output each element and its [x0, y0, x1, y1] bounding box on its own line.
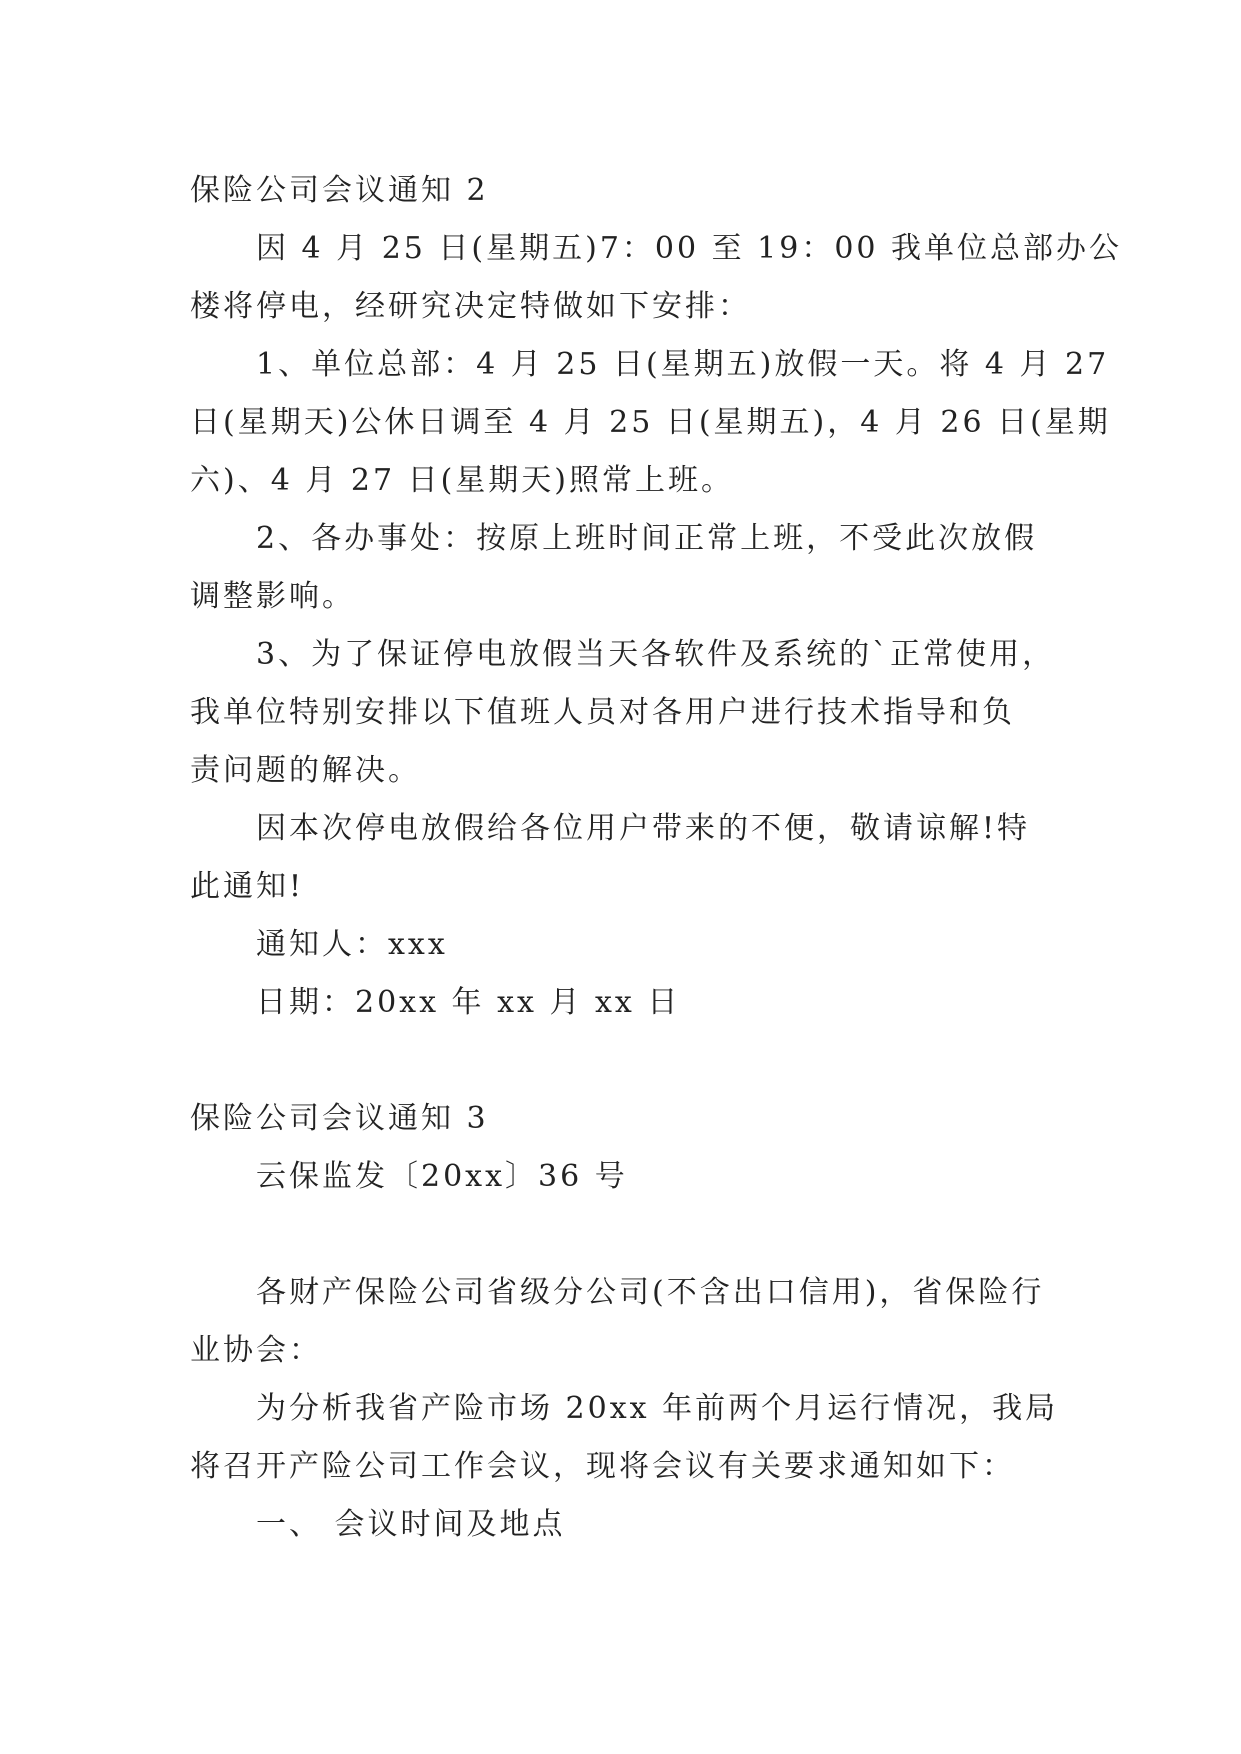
notifier-line: 通知人：xxx: [256, 927, 448, 962]
paragraph-line: 为分析我省产险市场 20xx 年前两个月运行情况，我局: [256, 1391, 1059, 1426]
paragraph-line: 日(星期天)公休日调至 4 月 25 日(星期五)，4 月 26 日(星期: [190, 405, 1111, 440]
paragraph-line: 此通知!: [190, 869, 305, 904]
paragraph-line: 我单位特别安排以下值班人员对各用户进行技术指导和负: [190, 695, 1015, 730]
paragraph-line: 六)、4 月 27 日(星期天)照常上班。: [190, 463, 734, 498]
paragraph-line: 因本次停电放假给各位用户带来的不便，敬请谅解!特: [256, 811, 1031, 846]
section-gap: [190, 1032, 1060, 1090]
paragraph-line: 楼将停电，经研究决定特做如下安排：: [190, 289, 751, 324]
paragraph-line: 各财产保险公司省级分公司(不含出口信用)，省保险行: [256, 1275, 1045, 1310]
paragraph-line: 1、单位总部：4 月 25 日(星期五)放假一天。将 4 月 27: [256, 347, 1110, 382]
paragraph-line: 业协会：: [190, 1333, 322, 1368]
date-line: 日期：20xx 年 xx 月 xx 日: [256, 985, 681, 1020]
section-gap: [190, 1206, 1060, 1264]
paragraph-line: 2、各办事处：按原上班时间正常上班，不受此次放假: [256, 521, 1038, 556]
section-2-title: 保险公司会议通知 2: [190, 173, 489, 208]
section-3-title: 保险公司会议通知 3: [190, 1101, 489, 1136]
document-number: 云保监发〔20xx〕36 号: [256, 1159, 628, 1194]
paragraph-line: 将召开产险公司工作会议，现将会议有关要求通知如下：: [190, 1449, 1015, 1484]
paragraph-line: 调整影响。: [190, 579, 355, 614]
paragraph-line: 3、为了保证停电放假当天各软件及系统的`正常使用，: [256, 637, 1056, 672]
paragraph-line: 因 4 月 25 日(星期五)7：00 至 19：00 我单位总部办公: [256, 231, 1123, 266]
paragraph-line: 责问题的解决。: [190, 753, 421, 788]
section-heading: 一、 会议时间及地点: [256, 1507, 566, 1542]
document-body: [190, 162, 1123, 1554]
